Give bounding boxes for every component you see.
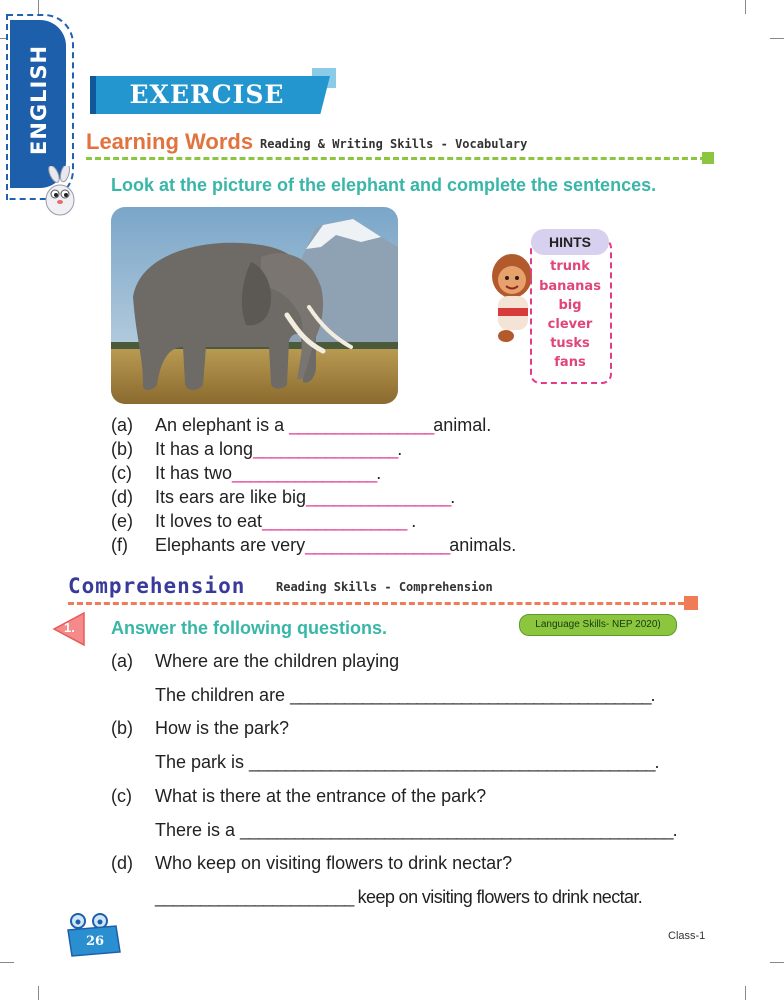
hint-word: bananas [539, 279, 601, 294]
class-label: Class-1 [668, 930, 706, 942]
sentence-text: Elephants are very [155, 535, 306, 555]
sentence-row [111, 487, 455, 508]
sentence-label: (b) [111, 439, 133, 459]
sentence-row [111, 511, 416, 532]
comprehension-instruction: Answer the following questions. [111, 618, 388, 638]
answer-blank[interactable]: ________________________________________ [290, 685, 651, 705]
sentence-label: (c) [111, 463, 132, 483]
crop-mark [38, 986, 39, 1000]
question-label: (c) [111, 786, 132, 806]
question-label: (a) [111, 651, 133, 671]
skills-badge: Language Skills- NEP 2020) [519, 614, 677, 636]
question-label: (b) [111, 718, 133, 738]
elephant-photo [111, 207, 398, 404]
sentence-row [111, 463, 381, 484]
answer-prefix: There is a [155, 820, 241, 840]
sentence-label: (f) [111, 535, 128, 555]
learning-words-title: Learning Words [86, 129, 254, 154]
sentence-blank[interactable]: ________________ [305, 535, 450, 555]
answer-blank[interactable]: ______________________ [155, 887, 354, 907]
sentence-text: . [376, 463, 382, 483]
question-label: (d) [111, 853, 133, 873]
answer-row [155, 887, 642, 908]
crop-mark [0, 962, 14, 963]
sentence-text: It has two [155, 463, 233, 483]
crop-mark [745, 0, 746, 14]
sentence-text: . [406, 511, 417, 531]
sentence-blank[interactable]: ________________ [289, 415, 434, 435]
sentence-row [111, 415, 491, 436]
page-number: 26 [86, 934, 105, 949]
sentence-text: animal. [433, 415, 492, 435]
sentence-text: It loves to eat [155, 511, 263, 531]
divider-square [702, 152, 714, 164]
answer-suffix: . [672, 820, 678, 840]
hints-title: HINTS [531, 229, 609, 255]
sentence-blank[interactable]: ________________ [253, 439, 398, 459]
sentence-label: (d) [111, 487, 133, 507]
exercise-banner-edge [90, 76, 96, 114]
sentence-row [111, 439, 402, 460]
mascot-icon [482, 248, 534, 346]
learning-words-instruction: Look at the picture of the elephant and complete the sentences. [111, 175, 657, 195]
crop-mark [745, 986, 746, 1000]
answer-suffix: keep on visiting flowers to drink nectar. [353, 887, 643, 907]
question-text: What is there at the entrance of the park? [155, 786, 487, 806]
question-text: Where are the children playing [155, 651, 400, 671]
exercise-title: EXERCISE [129, 80, 285, 109]
sentence-row [111, 535, 516, 556]
answer-row [155, 820, 678, 841]
sentence-text: . [397, 439, 403, 459]
answer-row [155, 685, 656, 706]
hint-word: tusks [550, 336, 590, 351]
hint-word: trunk [550, 259, 590, 274]
question-text: Who keep on visiting flowers to drink nectar? [155, 853, 513, 873]
question-number: 1. [64, 620, 75, 635]
hint-word: fans [554, 355, 586, 370]
question-row [111, 853, 512, 874]
section-divider [86, 157, 706, 160]
sentence-label: (a) [111, 415, 133, 435]
sentence-text: It has a long [155, 439, 254, 459]
answer-suffix: . [654, 752, 660, 772]
sentence-text: An elephant is a [155, 415, 290, 435]
question-row [111, 718, 289, 739]
sentence-text: . [450, 487, 456, 507]
sentence-blank[interactable]: ________________ [262, 511, 407, 531]
answer-blank[interactable]: ________________________________________________ [240, 820, 673, 840]
question-text: How is the park? [155, 718, 290, 738]
sentence-text: animals. [449, 535, 517, 555]
question-row [111, 786, 486, 807]
answer-row [155, 752, 660, 773]
comprehension-subtitle: Reading Skills - Comprehension [276, 580, 493, 594]
crop-mark [38, 0, 39, 14]
subject-label [16, 40, 62, 160]
sentence-text: Its ears are like big [155, 487, 307, 507]
crop-mark [770, 962, 784, 963]
answer-prefix: The children are [155, 685, 291, 705]
answer-prefix: The park is [155, 752, 250, 772]
learning-words-subtitle: Reading & Writing Skills - Vocabulary [260, 137, 528, 151]
comprehension-title: Comprehension [68, 574, 246, 598]
section-divider [68, 602, 684, 605]
subject-label-text: ENGLISH [27, 44, 51, 156]
crop-mark [770, 38, 784, 39]
divider-square [684, 596, 698, 610]
hint-word: big [558, 298, 582, 313]
answer-suffix: . [650, 685, 656, 705]
answer-blank[interactable]: _____________________________________________ [249, 752, 655, 772]
sentence-blank[interactable]: ________________ [306, 487, 451, 507]
hint-word: clever [547, 317, 593, 332]
sentence-blank[interactable]: ________________ [232, 463, 377, 483]
sentence-label: (e) [111, 511, 133, 531]
question-row [111, 651, 399, 672]
bunny-icon [36, 166, 86, 218]
